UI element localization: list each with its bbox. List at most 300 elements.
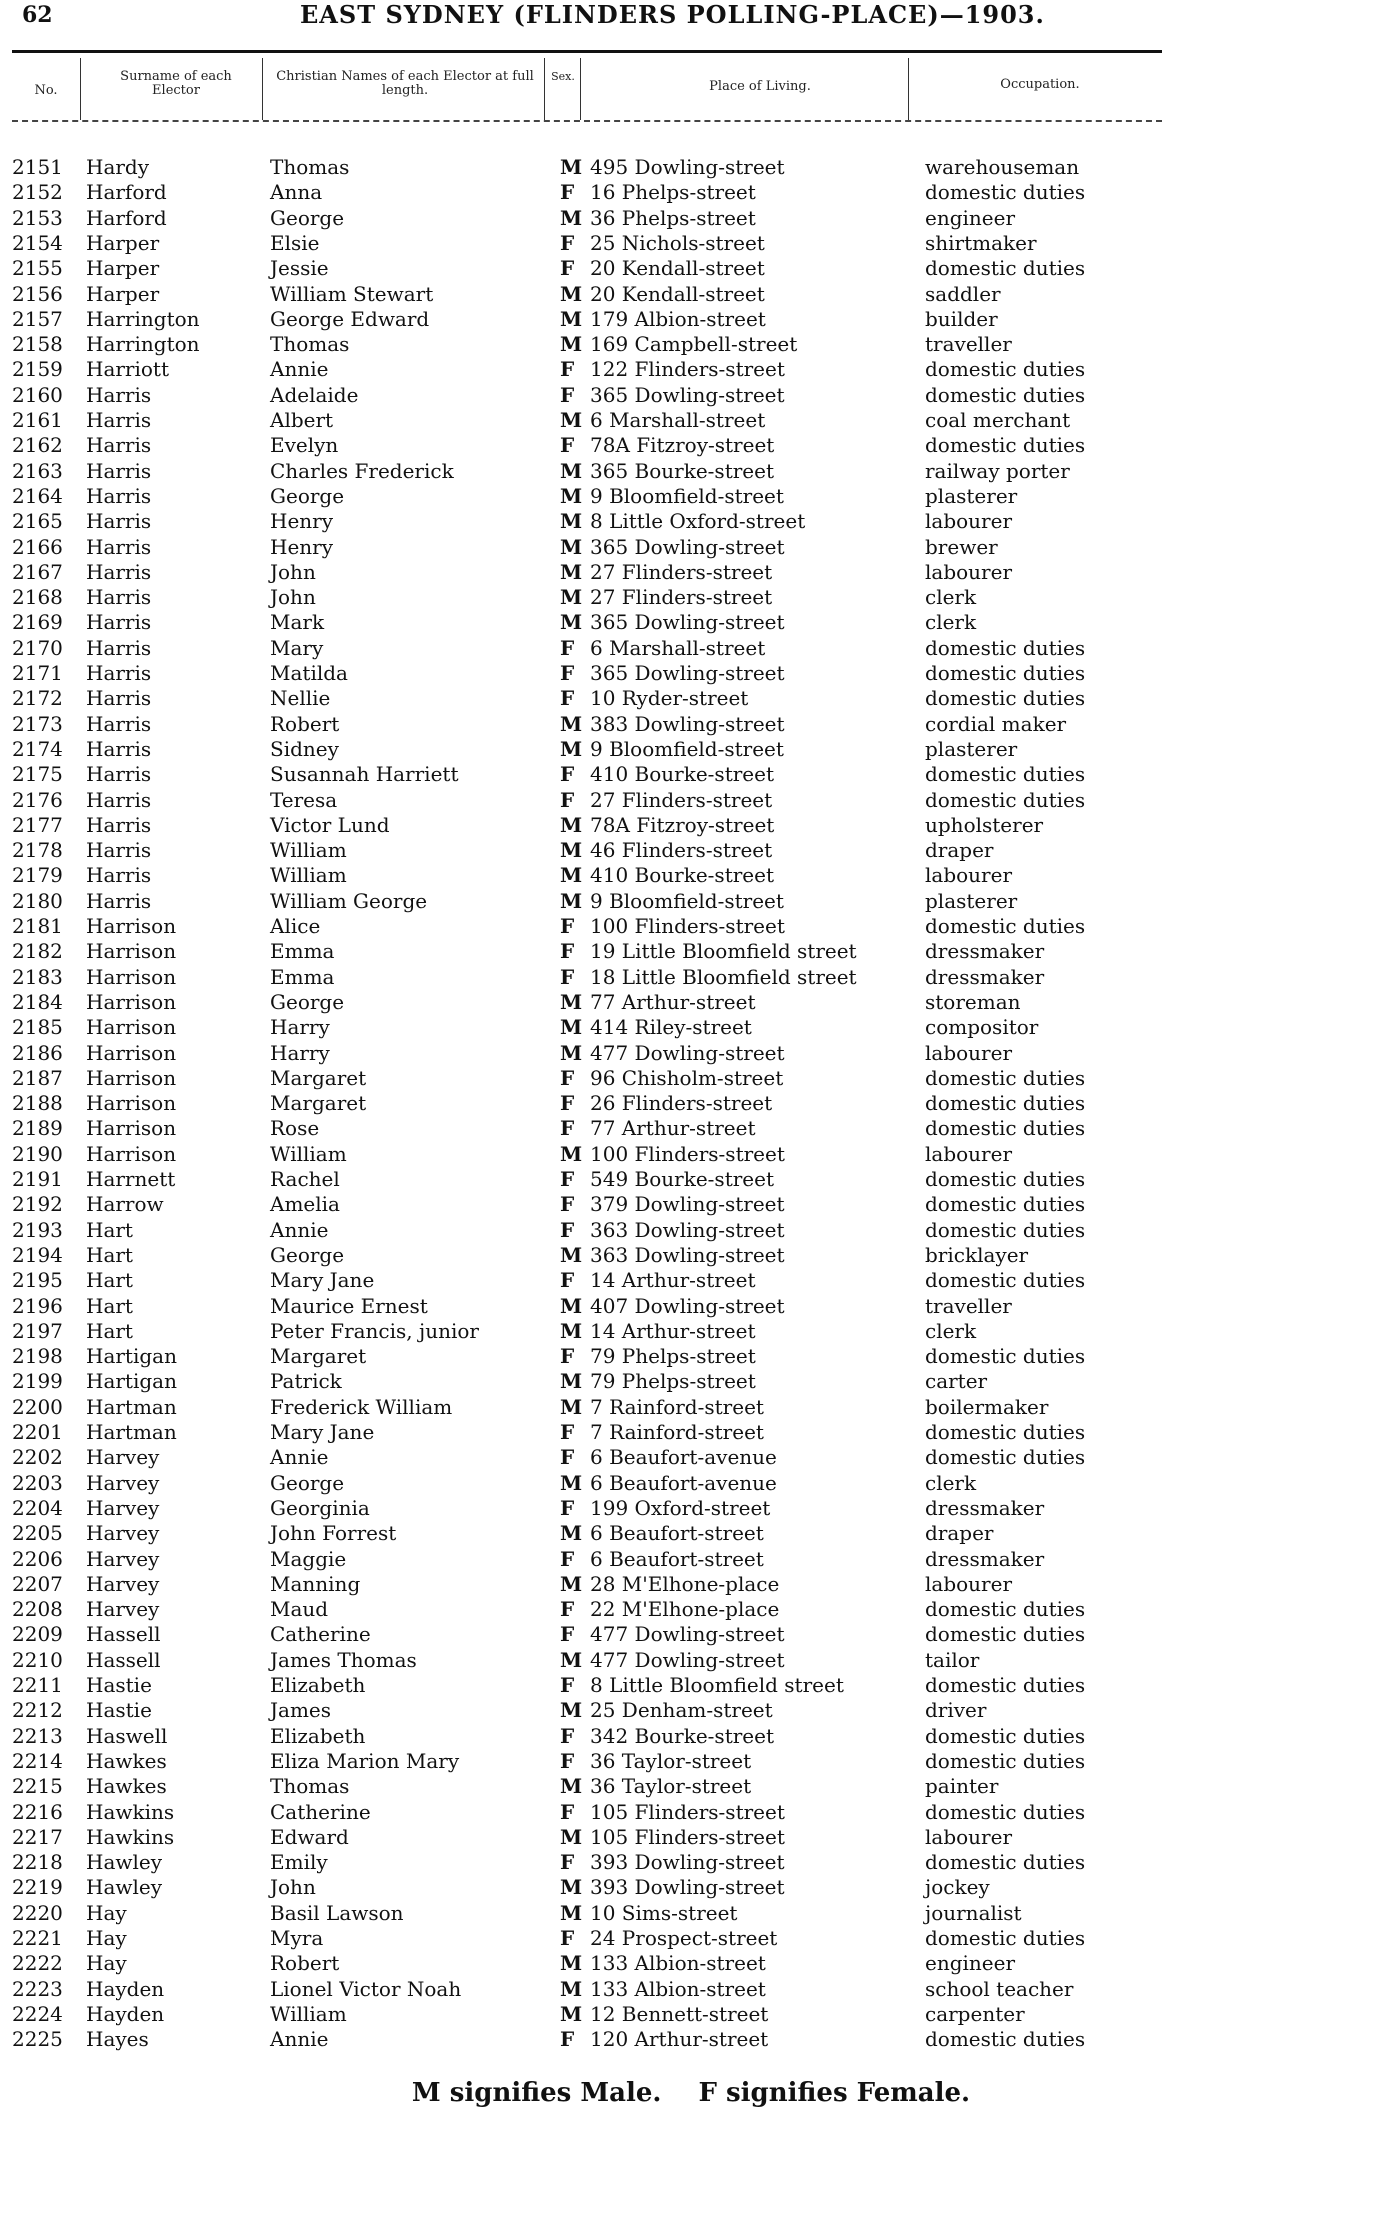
table-row <box>0 1344 1382 1369</box>
elector-christian-names: Emma <box>270 964 335 989</box>
elector-occupation: carter <box>925 1369 988 1394</box>
elector-surname: Hartman <box>86 1420 177 1444</box>
elector-occupation: domestic duties <box>925 762 1086 787</box>
elector-occupation: labourer <box>925 863 1013 888</box>
elector-place-of-living: 199 Oxford-street <box>590 1495 771 1520</box>
elector-surname: Hawkes <box>86 1774 167 1799</box>
column-header-no: No. <box>34 83 58 98</box>
elector-place-of-living: 549 Bourke-street <box>590 1167 774 1191</box>
elector-place-of-living: 6 Beaufort-street <box>590 1521 764 1546</box>
elector-surname: Harford <box>86 180 167 205</box>
elector-christian-names: Teresa <box>270 787 338 812</box>
elector-place-of-living: 27 Flinders-street <box>590 559 773 584</box>
elector-surname: Hawley <box>86 1850 163 1875</box>
elector-sex: F <box>560 635 575 660</box>
elector-surname: Harrison <box>86 1141 177 1166</box>
elector-occupation: domestic duties <box>925 382 1086 407</box>
elector-surname: Harrison <box>86 989 177 1014</box>
elector-sex: M <box>560 205 583 230</box>
elector-sex: M <box>560 1040 583 1065</box>
elector-sex: M <box>560 1875 583 1900</box>
elector-christian-names: Henry <box>270 509 334 534</box>
table-row <box>0 1875 1382 1900</box>
elector-place-of-living: 19 Little Bloomfield street <box>590 939 857 964</box>
elector-number: 2193 <box>12 1217 63 1242</box>
elector-place-of-living: 383 Dowling-street <box>590 711 785 736</box>
elector-place-of-living: 36 Taylor-street <box>590 1774 752 1799</box>
elector-place-of-living: 120 Arthur-street <box>590 2027 769 2052</box>
elector-sex: M <box>560 711 583 736</box>
elector-number: 2200 <box>12 1394 63 1419</box>
elector-sex: F <box>560 357 575 382</box>
table-row <box>0 509 1382 534</box>
elector-occupation: tailor <box>925 1647 980 1672</box>
elector-number: 2165 <box>12 509 63 534</box>
elector-sex: F <box>560 661 575 685</box>
elector-christian-names: George <box>270 205 345 230</box>
elector-christian-names: Georginia <box>270 1495 370 1520</box>
column-header-place: Place of Living. <box>709 79 811 94</box>
elector-sex: F <box>560 1723 575 1748</box>
elector-place-of-living: 8 Little Oxford-street <box>590 509 806 534</box>
header-rule-dashed <box>12 120 1162 122</box>
elector-place-of-living: 9 Bloomfield-street <box>590 483 784 508</box>
elector-place-of-living: 14 Arthur-street <box>590 1268 756 1293</box>
elector-occupation: journalist <box>925 1900 1022 1925</box>
elector-number: 2159 <box>12 357 63 382</box>
elector-christian-names: Jessie <box>270 256 329 281</box>
elector-christian-names: Catherine <box>270 1622 371 1647</box>
elector-sex: M <box>560 1647 583 1672</box>
table-row <box>0 206 1382 231</box>
elector-number: 2211 <box>12 1673 63 1697</box>
table-row <box>0 1218 1382 1243</box>
elector-number: 2218 <box>12 1850 63 1875</box>
elector-surname: Hay <box>86 1900 127 1925</box>
elector-sex: F <box>560 180 575 205</box>
table-row <box>0 1420 1382 1445</box>
column-divider <box>80 58 81 120</box>
elector-surname: Harrison <box>86 964 177 989</box>
table-row <box>0 813 1382 838</box>
elector-christian-names: Mary Jane <box>270 1420 375 1444</box>
elector-christian-names: John <box>270 559 316 584</box>
elector-surname: Harris <box>86 534 152 559</box>
elector-place-of-living: 12 Bennett-street <box>590 2001 769 2026</box>
elector-christian-names: Lionel Victor Noah <box>270 1976 462 2001</box>
elector-surname: Hayes <box>86 2027 149 2052</box>
elector-occupation: warehouseman <box>925 155 1080 179</box>
elector-surname: Harper <box>86 281 160 306</box>
table-row <box>0 1724 1382 1749</box>
elector-place-of-living: 477 Dowling-street <box>590 1622 785 1647</box>
elector-occupation: boilermaker <box>925 1394 1049 1419</box>
table-row <box>0 1395 1382 1420</box>
elector-occupation: domestic duties <box>925 1091 1086 1116</box>
elector-place-of-living: 365 Dowling-street <box>590 661 785 685</box>
elector-number: 2204 <box>12 1495 63 1520</box>
elector-christian-names: Margaret <box>270 1344 367 1369</box>
elector-surname: Harriott <box>86 357 169 382</box>
elector-christian-names: George Edward <box>270 306 430 331</box>
elector-occupation: domestic duties <box>925 2027 1086 2052</box>
elector-surname: Harvey <box>86 1571 160 1596</box>
elector-surname: Harrison <box>86 1116 177 1141</box>
elector-sex: M <box>560 1470 583 1495</box>
elector-sex: F <box>560 256 575 281</box>
elector-place-of-living: 18 Little Bloomfield street <box>590 964 857 989</box>
elector-occupation: domestic duties <box>925 1673 1086 1697</box>
elector-occupation: storeman <box>925 989 1021 1014</box>
elector-number: 2164 <box>12 483 63 508</box>
elector-place-of-living: 14 Arthur-street <box>590 1318 756 1343</box>
elector-sex: M <box>560 281 583 306</box>
elector-surname: Harris <box>86 863 152 888</box>
elector-occupation: shirtmaker <box>925 230 1037 255</box>
elector-number: 2221 <box>12 1926 63 1950</box>
elector-occupation: bricklayer <box>925 1242 1029 1267</box>
table-row <box>0 1369 1382 1394</box>
table-row <box>0 1572 1382 1597</box>
elector-number: 2203 <box>12 1470 63 1495</box>
elector-surname: Harris <box>86 686 152 711</box>
elector-surname: Harvey <box>86 1495 160 1520</box>
table-row <box>0 1167 1382 1192</box>
elector-sex: M <box>560 989 583 1014</box>
elector-occupation: labourer <box>925 1040 1013 1065</box>
elector-sex: F <box>560 1116 575 1141</box>
elector-christian-names: Harry <box>270 1040 330 1065</box>
elector-surname: Harrison <box>86 939 177 964</box>
elector-sex: M <box>560 1141 583 1166</box>
elector-place-of-living: 6 Marshall-street <box>590 635 766 660</box>
elector-place-of-living: 9 Bloomfield-street <box>590 888 784 913</box>
elector-surname: Harford <box>86 205 167 230</box>
elector-number: 2182 <box>12 939 63 964</box>
elector-christian-names: Catherine <box>270 1799 371 1824</box>
elector-christian-names: John <box>270 1875 316 1900</box>
elector-place-of-living: 169 Campbell-street <box>590 332 798 357</box>
elector-sex: M <box>560 332 583 357</box>
elector-occupation: domestic duties <box>925 256 1086 281</box>
elector-christian-names: Maurice Ernest <box>270 1293 428 1318</box>
elector-sex: M <box>560 559 583 584</box>
column-divider <box>262 58 263 120</box>
elector-christian-names: Thomas <box>270 1774 350 1799</box>
elector-christian-names: Rachel <box>270 1167 340 1191</box>
table-row <box>0 1648 1382 1673</box>
elector-christian-names: Elizabeth <box>270 1723 366 1748</box>
elector-christian-names: Patrick <box>270 1369 342 1394</box>
elector-surname: Hartigan <box>86 1344 177 1369</box>
elector-surname: Harrow <box>86 1192 164 1217</box>
elector-number: 2187 <box>12 1065 63 1090</box>
elector-christian-names: Elsie <box>270 230 320 255</box>
elector-place-of-living: 10 Ryder-street <box>590 686 749 711</box>
elector-occupation: domestic duties <box>925 1217 1086 1242</box>
elector-place-of-living: 414 Riley-street <box>590 1015 752 1040</box>
elector-number: 2167 <box>12 559 63 584</box>
elector-christian-names: Manning <box>270 1571 361 1596</box>
elector-occupation: domestic duties <box>925 1420 1086 1444</box>
elector-surname: Hay <box>86 1926 127 1950</box>
elector-number: 2171 <box>12 661 63 685</box>
table-row <box>0 1091 1382 1116</box>
elector-number: 2180 <box>12 888 63 913</box>
elector-number: 2197 <box>12 1318 63 1343</box>
elector-sex: M <box>560 2001 583 2026</box>
elector-occupation: coal merchant <box>925 408 1071 432</box>
table-row <box>0 610 1382 635</box>
elector-number: 2181 <box>12 914 63 938</box>
elector-place-of-living: 365 Dowling-street <box>590 610 785 635</box>
table-row <box>0 459 1382 484</box>
elector-place-of-living: 9 Bloomfield-street <box>590 736 784 761</box>
elector-place-of-living: 365 Bourke-street <box>590 458 774 483</box>
elector-place-of-living: 105 Flinders-street <box>590 1824 785 1849</box>
table-row <box>0 1192 1382 1217</box>
elector-number: 2196 <box>12 1293 63 1318</box>
table-row <box>0 560 1382 585</box>
elector-sex: M <box>560 1774 583 1799</box>
elector-sex: F <box>560 939 575 964</box>
elector-place-of-living: 8 Little Bloomfield street <box>590 1673 844 1697</box>
elector-number: 2224 <box>12 2001 63 2026</box>
elector-number: 2153 <box>12 205 63 230</box>
elector-occupation: upholsterer <box>925 812 1044 837</box>
elector-surname: Hastie <box>86 1673 152 1697</box>
elector-number: 2206 <box>12 1546 63 1571</box>
elector-sex: F <box>560 1546 575 1571</box>
table-row <box>0 357 1382 382</box>
elector-occupation: domestic duties <box>925 661 1086 685</box>
elector-number: 2188 <box>12 1091 63 1116</box>
elector-number: 2166 <box>12 534 63 559</box>
elector-sex: F <box>560 1192 575 1217</box>
elector-sex: F <box>560 787 575 812</box>
elector-surname: Harris <box>86 610 152 635</box>
elector-sex: F <box>560 1748 575 1773</box>
elector-surname: Harris <box>86 635 152 660</box>
elector-christian-names: Evelyn <box>270 433 339 458</box>
elector-christian-names: Sidney <box>270 736 339 761</box>
elector-number: 2160 <box>12 382 63 407</box>
elector-place-of-living: 79 Phelps-street <box>590 1369 756 1394</box>
elector-number: 2217 <box>12 1824 63 1849</box>
elector-surname: Harris <box>86 509 152 534</box>
elector-occupation: domestic duties <box>925 1065 1086 1090</box>
elector-place-of-living: 28 M'Elhone-place <box>590 1571 780 1596</box>
elector-number: 2223 <box>12 1976 63 2001</box>
elector-sex: F <box>560 1622 575 1647</box>
elector-number: 2169 <box>12 610 63 635</box>
elector-occupation: labourer <box>925 509 1013 534</box>
elector-surname: Harris <box>86 812 152 837</box>
table-row <box>0 762 1382 787</box>
elector-number: 2190 <box>12 1141 63 1166</box>
elector-place-of-living: 122 Flinders-street <box>590 357 785 382</box>
elector-christian-names: Victor Lund <box>270 812 390 837</box>
elector-sex: M <box>560 1394 583 1419</box>
elector-surname: Hay <box>86 1951 127 1976</box>
page-title: EAST SYDNEY (FLINDERS POLLING-PLACE)—1903. <box>300 0 1045 29</box>
elector-occupation: domestic duties <box>925 1723 1086 1748</box>
table-row <box>0 383 1382 408</box>
elector-occupation: engineer <box>925 1951 1016 1976</box>
elector-sex: M <box>560 1015 583 1040</box>
elector-sex: M <box>560 408 583 432</box>
elector-occupation: draper <box>925 838 994 863</box>
elector-surname: Hawkins <box>86 1824 175 1849</box>
elector-christian-names: Mary Jane <box>270 1268 375 1293</box>
elector-surname: Harrison <box>86 914 177 938</box>
elector-place-of-living: 6 Beaufort-avenue <box>590 1445 777 1470</box>
elector-occupation: draper <box>925 1521 994 1546</box>
elector-occupation: traveller <box>925 1293 1012 1318</box>
elector-occupation: domestic duties <box>925 1344 1086 1369</box>
elector-sex: M <box>560 1521 583 1546</box>
elector-number: 2205 <box>12 1521 63 1546</box>
table-row <box>0 1951 1382 1976</box>
elector-surname: Hayden <box>86 1976 165 2001</box>
elector-sex: M <box>560 1951 583 1976</box>
header-rule <box>12 50 1162 53</box>
elector-occupation: engineer <box>925 205 1016 230</box>
elector-christian-names: Mark <box>270 610 325 635</box>
elector-place-of-living: 27 Flinders-street <box>590 585 773 610</box>
elector-christian-names: Susannah Harriett <box>270 762 459 787</box>
elector-occupation: clerk <box>925 585 977 610</box>
elector-surname: Harvey <box>86 1470 160 1495</box>
table-row <box>0 1926 1382 1951</box>
elector-occupation: labourer <box>925 1141 1013 1166</box>
elector-christian-names: Anna <box>270 180 323 205</box>
elector-occupation: domestic duties <box>925 635 1086 660</box>
elector-place-of-living: 133 Albion-street <box>590 1976 766 2001</box>
table-row <box>0 1268 1382 1293</box>
elector-occupation: brewer <box>925 534 998 559</box>
table-row <box>0 155 1382 180</box>
elector-place-of-living: 379 Dowling-street <box>590 1192 785 1217</box>
elector-number: 2189 <box>12 1116 63 1141</box>
elector-number: 2185 <box>12 1015 63 1040</box>
elector-place-of-living: 16 Phelps-street <box>590 180 756 205</box>
column-header-surname: Surname of each Elector <box>120 69 232 98</box>
elector-place-of-living: 20 Kendall-street <box>590 281 765 306</box>
elector-occupation: domestic duties <box>925 914 1086 938</box>
elector-sex: M <box>560 458 583 483</box>
elector-place-of-living: 179 Albion-street <box>590 306 766 331</box>
elector-place-of-living: 36 Taylor-street <box>590 1748 752 1773</box>
elector-occupation: domestic duties <box>925 1445 1086 1470</box>
table-row <box>0 636 1382 661</box>
table-row <box>0 585 1382 610</box>
elector-surname: Harris <box>86 787 152 812</box>
elector-number: 2154 <box>12 230 63 255</box>
elector-occupation: dressmaker <box>925 964 1045 989</box>
table-row <box>0 838 1382 863</box>
elector-christian-names: George <box>270 483 345 508</box>
elector-place-of-living: 22 M'Elhone-place <box>590 1597 780 1622</box>
elector-christian-names: Charles Frederick <box>270 458 454 483</box>
elector-place-of-living: 27 Flinders-street <box>590 787 773 812</box>
elector-number: 2225 <box>12 2027 63 2052</box>
elector-christian-names: Annie <box>270 1445 329 1470</box>
elector-number: 2177 <box>12 812 63 837</box>
elector-surname: Harrington <box>86 332 200 357</box>
column-header-occupation: Occupation. <box>1000 77 1080 92</box>
elector-christian-names: William Stewart <box>270 281 434 306</box>
elector-christian-names: Robert <box>270 711 340 736</box>
elector-number: 2178 <box>12 838 63 863</box>
elector-occupation: school teacher <box>925 1976 1074 2001</box>
elector-surname: Harvey <box>86 1597 160 1622</box>
elector-place-of-living: 46 Flinders-street <box>590 838 773 863</box>
elector-number: 2151 <box>12 155 63 179</box>
elector-place-of-living: 410 Bourke-street <box>590 762 774 787</box>
elector-sex: F <box>560 1597 575 1622</box>
elector-surname: Hart <box>86 1268 133 1293</box>
elector-christian-names: John Forrest <box>270 1521 397 1546</box>
table-row <box>0 914 1382 939</box>
elector-number: 2212 <box>12 1698 63 1723</box>
elector-number: 2156 <box>12 281 63 306</box>
elector-christian-names: Emily <box>270 1850 328 1875</box>
elector-place-of-living: 365 Dowling-street <box>590 382 785 407</box>
elector-surname: Haswell <box>86 1723 168 1748</box>
elector-sex: F <box>560 1926 575 1950</box>
elector-sex: M <box>560 534 583 559</box>
elector-christian-names: Thomas <box>270 332 350 357</box>
elector-place-of-living: 100 Flinders-street <box>590 914 785 938</box>
elector-sex: M <box>560 812 583 837</box>
elector-place-of-living: 363 Dowling-street <box>590 1217 785 1242</box>
elector-place-of-living: 393 Dowling-street <box>590 1850 785 1875</box>
table-row <box>0 1445 1382 1470</box>
elector-christian-names: Myra <box>270 1926 324 1950</box>
elector-sex: M <box>560 483 583 508</box>
elector-christian-names: Emma <box>270 939 335 964</box>
elector-christian-names: Peter Francis, junior <box>270 1318 479 1343</box>
elector-place-of-living: 25 Denham-street <box>590 1698 773 1723</box>
elector-sex: M <box>560 585 583 610</box>
elector-occupation: cordial maker <box>925 711 1067 736</box>
table-row <box>0 2002 1382 2027</box>
elector-occupation: railway porter <box>925 458 1070 483</box>
elector-occupation: painter <box>925 1774 999 1799</box>
legend-female: F signifies Female. <box>698 2078 971 2108</box>
elector-surname: Hart <box>86 1293 133 1318</box>
elector-sex: M <box>560 1369 583 1394</box>
elector-occupation: plasterer <box>925 888 1018 913</box>
elector-sex: M <box>560 1571 583 1596</box>
elector-place-of-living: 477 Dowling-street <box>590 1647 785 1672</box>
elector-sex: M <box>560 610 583 635</box>
elector-sex: F <box>560 964 575 989</box>
table-row <box>0 1749 1382 1774</box>
elector-surname: Hardy <box>86 155 150 179</box>
elector-occupation: domestic duties <box>925 1622 1086 1647</box>
table-row <box>0 1471 1382 1496</box>
elector-surname: Hartigan <box>86 1369 177 1394</box>
column-header-christian: Christian Names of each Elector at full length. <box>276 69 534 98</box>
elector-number: 2210 <box>12 1647 63 1672</box>
table-row <box>0 686 1382 711</box>
table-row <box>0 332 1382 357</box>
elector-christian-names: Adelaide <box>270 382 359 407</box>
elector-christian-names: Basil Lawson <box>270 1900 404 1925</box>
elector-sex: M <box>560 888 583 913</box>
